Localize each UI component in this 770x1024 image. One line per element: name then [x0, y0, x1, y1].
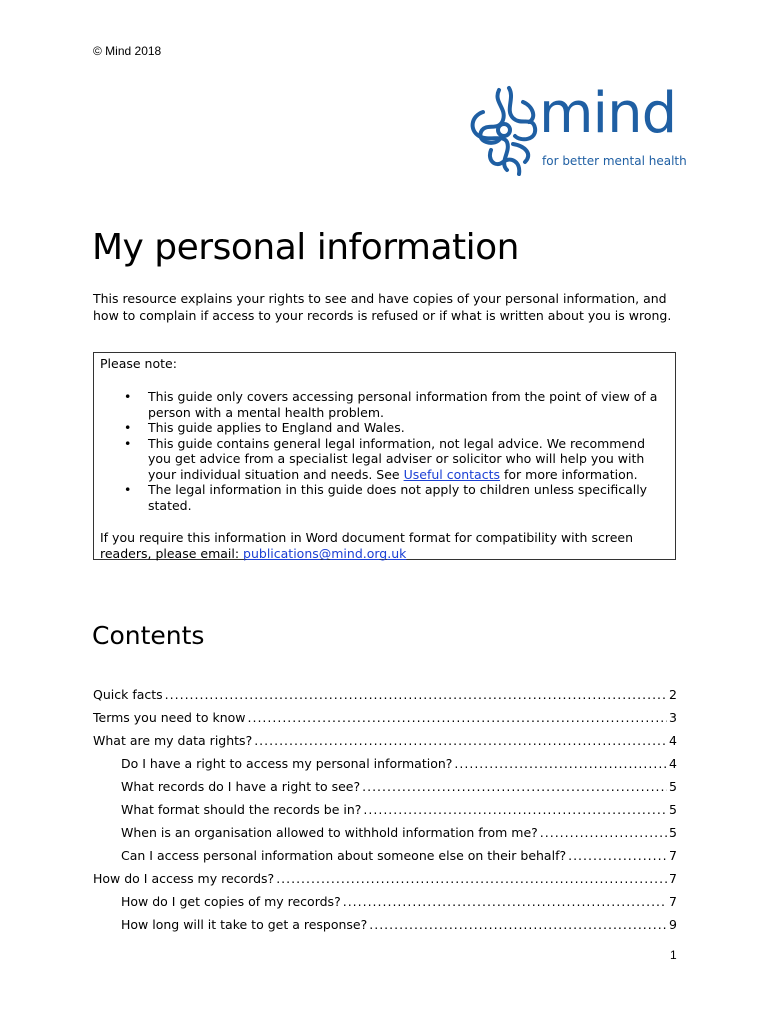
- mind-scribble-icon: [463, 82, 545, 182]
- toc-entry[interactable]: [93, 916, 677, 934]
- toc-leader: [276, 870, 667, 888]
- toc-entry-title: Terms you need to know: [93, 710, 246, 725]
- note-item: • This guide only covers accessing personal information from the point of view of a person with a mental health problem.: [100, 389, 665, 420]
- note-item-suffix: for more information.: [500, 466, 638, 482]
- toc-entry-title: What records do I have a right to see?: [121, 779, 361, 794]
- note-item: [100, 436, 665, 483]
- logo-wordmark: mind: [539, 81, 677, 146]
- toc-leader: [454, 755, 667, 773]
- toc-entry-page: 4: [669, 733, 677, 748]
- page-number: 1: [670, 948, 677, 962]
- logo-tagline: for better mental health: [542, 154, 687, 168]
- copyright-notice: © Mind 2018: [93, 44, 162, 58]
- toc-entry[interactable]: [93, 709, 677, 727]
- toc-entry-title: When is an organisation allowed to withhold information from me?: [121, 825, 538, 840]
- toc-entry[interactable]: [93, 686, 677, 704]
- toc-entry-title: What are my data rights?: [93, 733, 253, 748]
- toc-leader: [363, 801, 667, 819]
- toc-leader: [362, 778, 667, 796]
- toc-entry[interactable]: [93, 870, 677, 888]
- toc-entry-page: 9: [669, 917, 677, 932]
- contents-heading: Contents: [92, 621, 205, 650]
- useful-contacts-link[interactable]: Useful contacts: [403, 466, 501, 482]
- toc-entry-page: 5: [669, 825, 677, 840]
- toc-leader: [369, 916, 667, 934]
- note-item: • The legal information in this guide does not apply to children unless specifically stated.: [100, 482, 665, 513]
- toc-entry-title: Do I have a right to access my personal information?: [121, 756, 453, 771]
- toc-entry[interactable]: [93, 824, 677, 842]
- toc-leader: [540, 824, 667, 842]
- toc-entry-page: 7: [669, 848, 677, 863]
- toc-entry-title: How long will it take to get a response?: [121, 917, 368, 932]
- toc-entry-page: 7: [669, 894, 677, 909]
- toc-leader: [254, 732, 667, 750]
- toc-entry-page: 3: [669, 710, 677, 725]
- toc-entry-page: 5: [669, 779, 677, 794]
- note-list: [100, 389, 665, 513]
- toc-leader: [568, 847, 667, 865]
- toc-entry[interactable]: [93, 847, 677, 865]
- toc-entry-page: 4: [669, 756, 677, 771]
- toc-leader: [165, 686, 667, 704]
- toc-leader: [343, 893, 667, 911]
- toc-entry-title: What format should the records be in?: [121, 802, 362, 817]
- note-heading: Please note:: [100, 356, 177, 371]
- toc-leader: [248, 709, 668, 727]
- toc-entry-title: How do I get copies of my records?: [121, 894, 341, 909]
- toc-entry[interactable]: [93, 755, 677, 773]
- note-item: • This guide applies to England and Wales.: [100, 420, 665, 436]
- intro-paragraph: This resource explains your rights to see and have copies of your personal information, and how to complain if access to your records is refused or if what is written about you is wrong.: [93, 291, 672, 323]
- toc-entry[interactable]: [93, 893, 677, 911]
- toc-entry[interactable]: [93, 778, 677, 796]
- toc-entry-page: 5: [669, 802, 677, 817]
- toc-entry[interactable]: [93, 732, 677, 750]
- toc-entry-page: 2: [669, 687, 677, 702]
- note-footer: [100, 530, 670, 561]
- toc-entry-title: Quick facts: [93, 687, 163, 702]
- toc-entry[interactable]: [93, 801, 677, 819]
- note-item-text: This guide contains general legal information, not legal advice. We recommend you get advice from a specialist legal adviser or solicitor who will help you with your individual situation and needs. See: [148, 435, 645, 482]
- toc-entry-title: Can I access personal information about someone else on their behalf?: [121, 848, 567, 863]
- toc-entry-page: 7: [669, 871, 677, 886]
- mind-logo: [463, 81, 687, 182]
- toc-entry-title: How do I access my records?: [93, 871, 275, 886]
- note-footer-text: If you require this information in Word document format for compatibility with screen readers, please email:: [100, 530, 634, 561]
- publications-email-link[interactable]: publications@mind.org.uk: [243, 545, 407, 561]
- page-title: My personal information: [92, 227, 519, 268]
- please-note-box: [93, 352, 676, 560]
